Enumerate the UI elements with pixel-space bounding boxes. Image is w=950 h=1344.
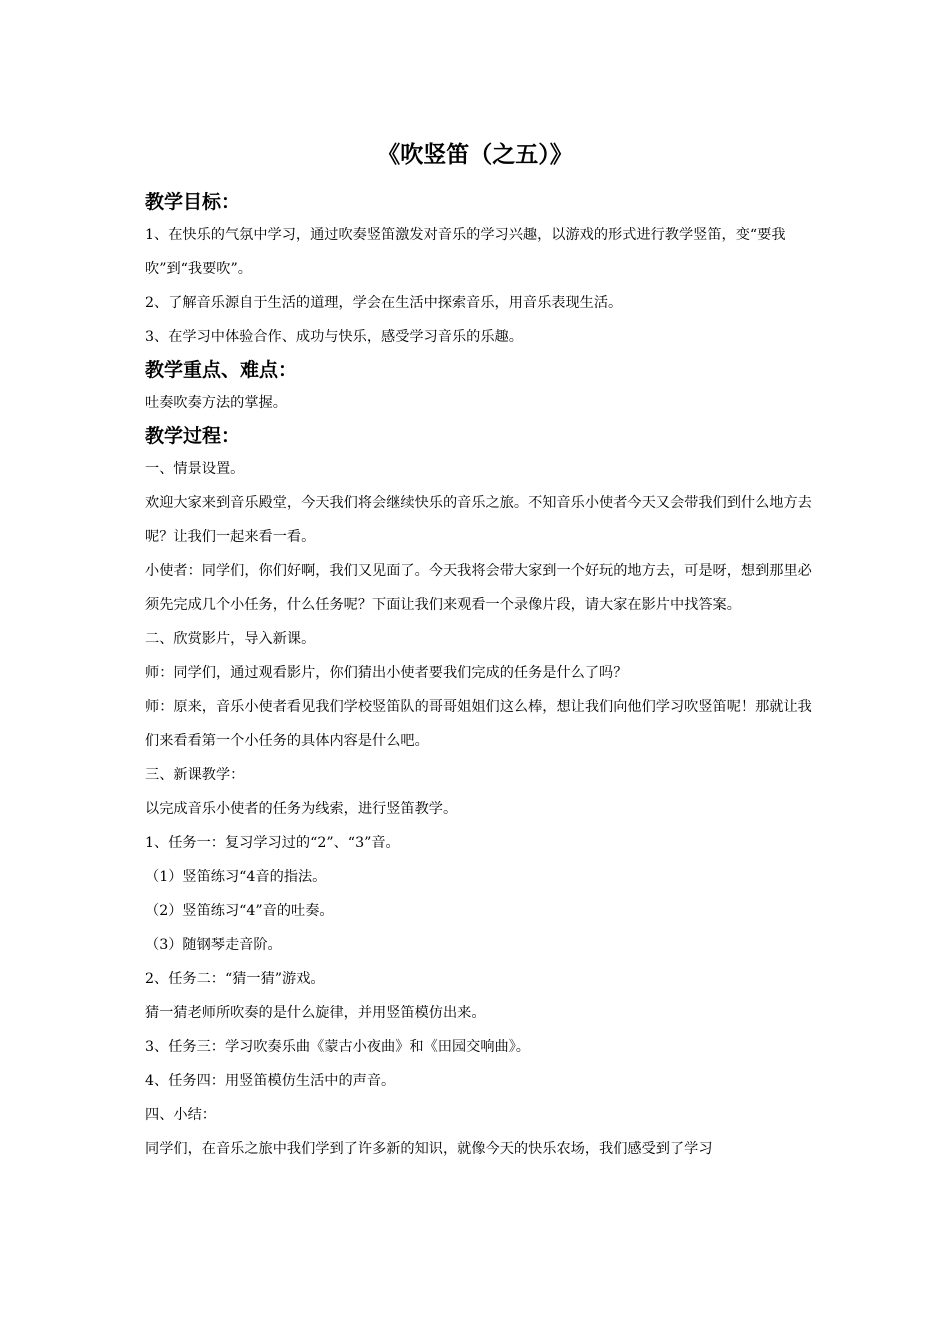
page-title: 《吹竖笛（之五）》 (377, 142, 573, 168)
heading-objectives: 教学目标： (145, 191, 241, 213)
objective-1: 1、在快乐的气氛中学习，通过吹奏竖笛激发对音乐的学习兴趣，以游戏的形式进行教学竖笛，变“要我吹”到“我要吹”。 (145, 227, 786, 277)
process-line: 师：原来，音乐小使者看见我们学校竖笛队的哥哥姐姐们这么棒，想让我们向他们学习吹竖笛呢！那就让我们来看看第一个小任务的具体内容是什么吧。 (145, 699, 812, 749)
process-line: 2、任务二：“猜一猜”游戏。 (145, 971, 325, 987)
process-line: 二、欣赏影片，导入新课。 (145, 631, 316, 647)
process-line: 以完成音乐小使者的任务为线索，进行竖笛教学。 (145, 801, 458, 817)
process-line: （1）竖笛练习“4音的指法。 (145, 869, 327, 885)
process-line: 欢迎大家来到音乐殿堂，今天我们将会继续快乐的音乐之旅。不知音乐小使者今天又会带我们到什么地方去呢？让我们一起来看一看。 (145, 495, 812, 545)
process-line: 1、任务一：复习学习过的“2”、“3”音。 (145, 835, 400, 851)
keypoint-1: 吐奏吹奏方法的掌握。 (145, 395, 287, 411)
process-line: 三、新课教学： (145, 767, 245, 783)
process-line: 同学们，在音乐之旅中我们学到了许多新的知识，就像今天的快乐农场，我们感受到了学习 (145, 1141, 713, 1157)
process-line: （2）竖笛练习“4”音的吐奏。 (145, 903, 334, 919)
process-line: 4、任务四：用竖笛模仿生活中的声音。 (145, 1073, 396, 1089)
document-body (145, 186, 825, 1166)
process-line: 3、任务三：学习吹奏乐曲《蒙古小夜曲》和《田园交响曲》。 (145, 1039, 530, 1055)
process-line: 四、小结： (145, 1107, 216, 1123)
process-line: 小使者：同学们，你们好啊，我们又见面了。今天我将会带大家到一个好玩的地方去，可是呀，想到那里必须先完成几个小任务，什么任务呢？下面让我们来观看一个录像片段，请大家在影片中找答案。 (145, 563, 812, 613)
objective-3: 3、在学习中体验合作、成功与快乐，感受学习音乐的乐趣。 (145, 329, 523, 345)
process-line: 一、情景设置。 (145, 461, 245, 477)
process-line: （3）随钢琴走音阶。 (145, 937, 282, 953)
heading-process: 教学过程： (145, 425, 241, 447)
process-line: 猜一猜老师所吹奏的是什么旋律，并用竖笛模仿出来。 (145, 1005, 486, 1021)
process-line: 师：同学们，通过观看影片，你们猜出小使者要我们完成的任务是什么了吗？ (145, 665, 628, 681)
heading-keypoints: 教学重点、难点： (145, 359, 298, 381)
objective-2: 2、了解音乐源自于生活的道理，学会在生活中探索音乐，用音乐表现生活。 (145, 295, 623, 311)
